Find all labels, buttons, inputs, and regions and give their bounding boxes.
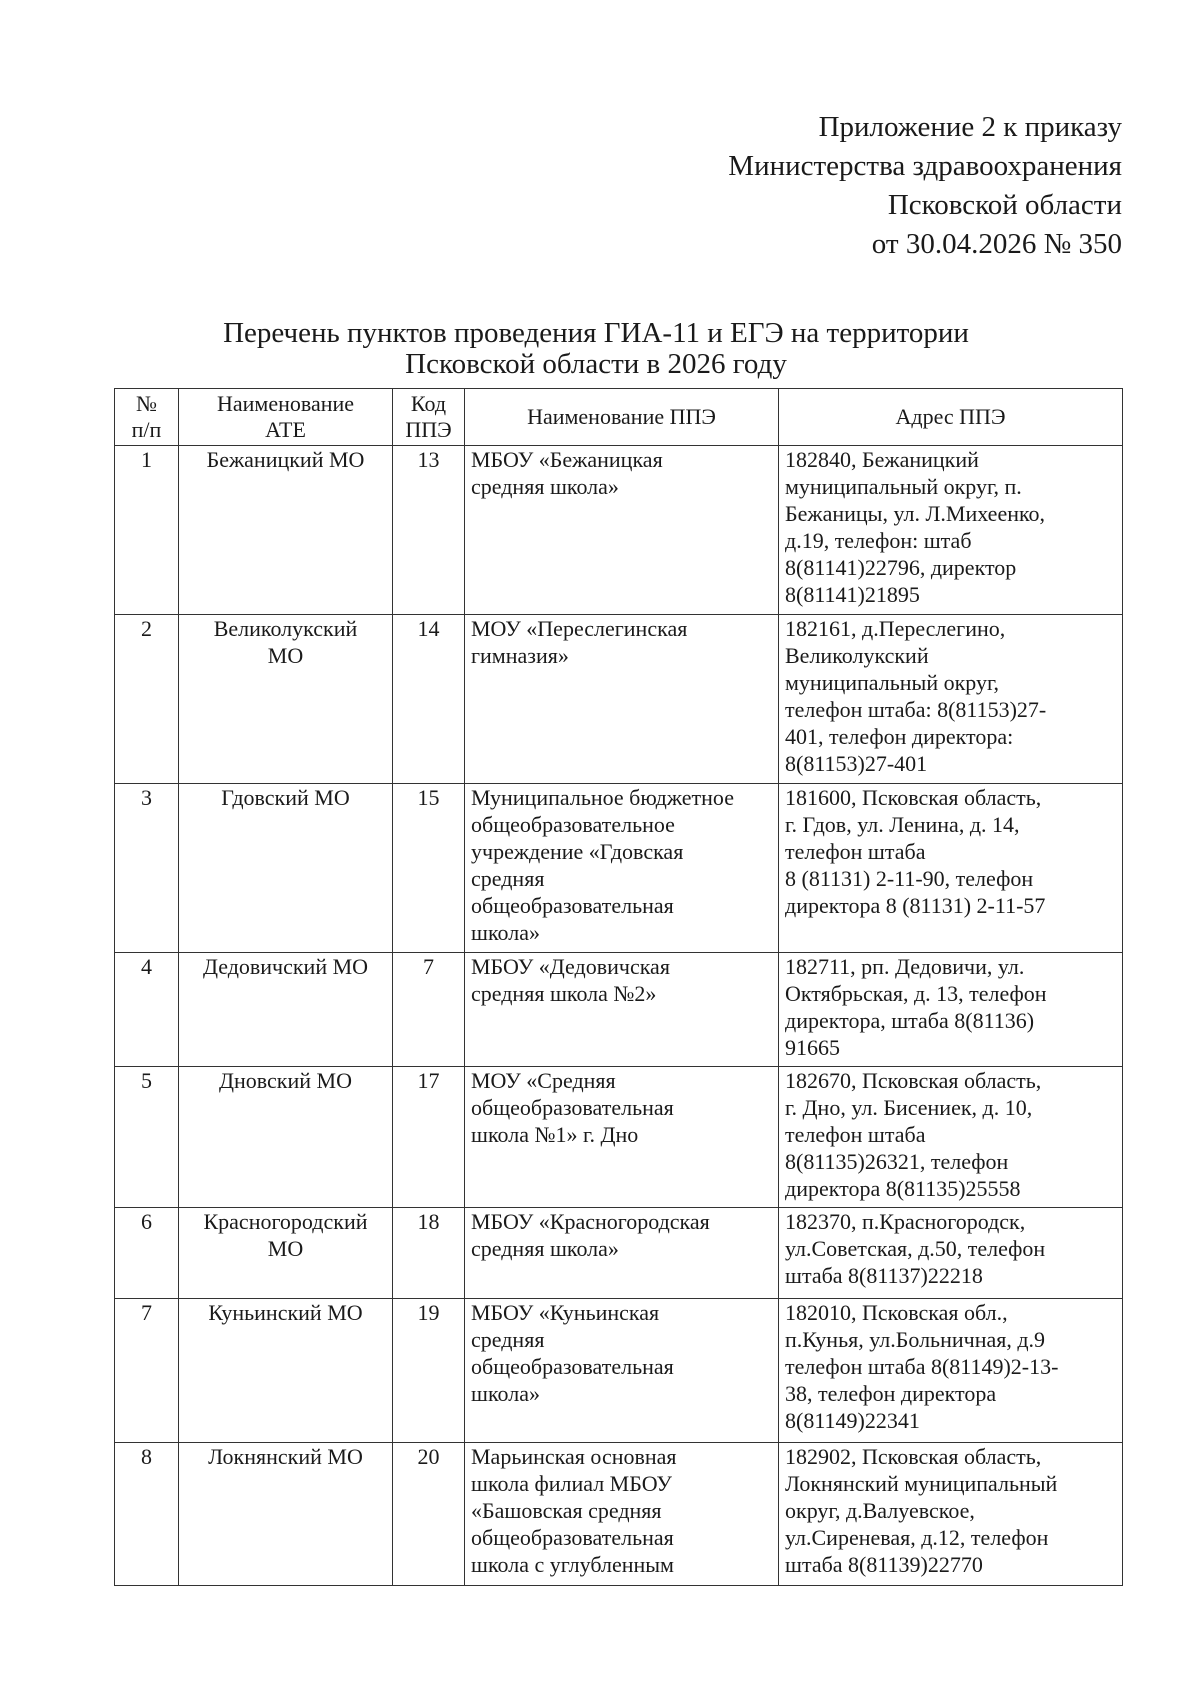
cell-num: 1 <box>115 446 179 615</box>
table-row <box>115 615 1123 784</box>
title-line-2: Псковской области в 2026 году <box>405 348 787 380</box>
cell-num: 7 <box>115 1299 179 1443</box>
cell-num: 8 <box>115 1443 179 1586</box>
cell-code: 15 <box>393 784 465 953</box>
cell-num: 4 <box>115 953 179 1067</box>
cell-num: 3 <box>115 784 179 953</box>
table-header-row <box>115 389 1123 446</box>
title-line-1: Перечень пунктов проведения ГИА-11 и ЕГЭ на территории <box>223 317 969 349</box>
table-row <box>115 1067 1123 1208</box>
cell-code: 13 <box>393 446 465 615</box>
appendix-line: Псковской области <box>887 189 1122 221</box>
cell-ate: Красногородский МО <box>179 1208 393 1299</box>
table-row <box>115 1299 1123 1443</box>
cell-code: 18 <box>393 1208 465 1299</box>
appendix-line: от 30.04.2026 № 350 <box>871 228 1122 260</box>
appendix-block <box>728 108 1122 264</box>
cell-address: 182161, д.Переслегино, Великолукский муниципальный округ, телефон штаба: 8(81153)27- 401, телефон директора: 8(81153)27-401 <box>779 615 1123 784</box>
cell-name: Муниципальное бюджетное общеобразовательное учреждение «Гдовская средняя общеобразовательная школа» <box>465 784 779 953</box>
ppe-table <box>114 388 1123 1586</box>
cell-name: МБОУ «Бежаницкая средняя школа» <box>465 446 779 615</box>
table-row <box>115 1208 1123 1299</box>
table-row <box>115 784 1123 953</box>
table-row <box>115 953 1123 1067</box>
cell-code: 7 <box>393 953 465 1067</box>
cell-name: МБОУ «Куньинская средняя общеобразовательная школа» <box>465 1299 779 1443</box>
cell-ate: Куньинский МО <box>179 1299 393 1443</box>
cell-address: 182902, Псковская область, Локнянский муниципальный округ, д.Валуевское, ул.Сиреневая, д.12, телефон штаба 8(81139)22770 <box>779 1443 1123 1586</box>
cell-num: 6 <box>115 1208 179 1299</box>
cell-name: МБОУ «Красногородская средняя школа» <box>465 1208 779 1299</box>
cell-num: 5 <box>115 1067 179 1208</box>
cell-address: 182370, п.Красногородск, ул.Советская, д.50, телефон штаба 8(81137)22218 <box>779 1208 1123 1299</box>
cell-name: МОУ «Средняя общеобразовательная школа №1» г. Дно <box>465 1067 779 1208</box>
cell-num: 2 <box>115 615 179 784</box>
cell-ate: Дновский МО <box>179 1067 393 1208</box>
cell-address: 181600, Псковская область, г. Гдов, ул. Ленина, д. 14, телефон штаба 8 (81131) 2-11-90, телефон директора 8 (81131) 2-11-57 <box>779 784 1123 953</box>
cell-ate: Гдовский МО <box>179 784 393 953</box>
table-row <box>115 1443 1123 1586</box>
header-address: Адрес ППЭ <box>779 389 1123 446</box>
cell-address: 182010, Псковская обл., п.Кунья, ул.Больничная, д.9 телефон штаба 8(81149)2-13- 38, телефон директора 8(81149)22341 <box>779 1299 1123 1443</box>
appendix-line: Министерства здравоохранения <box>728 150 1122 182</box>
header-code: Код ППЭ <box>393 389 465 446</box>
header-num: № п/п <box>115 389 179 446</box>
cell-name: МОУ «Переслегинская гимназия» <box>465 615 779 784</box>
cell-name: Марьинская основная школа филиал МБОУ «Башовская средняя общеобразовательная школа с углубленным <box>465 1443 779 1586</box>
cell-code: 17 <box>393 1067 465 1208</box>
cell-address: 182840, Бежаницкий муниципальный округ, п. Бежаницы, ул. Л.Михеенко, д.19, телефон: штаб 8(81141)22796, директор 8(81141)21895 <box>779 446 1123 615</box>
header-ate: Наименование АТЕ <box>179 389 393 446</box>
table-row <box>115 446 1123 615</box>
cell-name: МБОУ «Дедовичская средняя школа №2» <box>465 953 779 1067</box>
cell-code: 14 <box>393 615 465 784</box>
cell-ate: Бежаницкий МО <box>179 446 393 615</box>
cell-code: 19 <box>393 1299 465 1443</box>
cell-ate: Локнянский МО <box>179 1443 393 1586</box>
cell-code: 20 <box>393 1443 465 1586</box>
cell-address: 182711, рп. Дедовичи, ул. Октябрьская, д. 13, телефон директора, штаба 8(81136) 91665 <box>779 953 1123 1067</box>
cell-address: 182670, Псковская область, г. Дно, ул. Бисениек, д. 10, телефон штаба 8(81135)26321, телефон директора 8(81135)25558 <box>779 1067 1123 1208</box>
document-title <box>0 318 1200 380</box>
header-name: Наименование ППЭ <box>465 389 779 446</box>
appendix-line: Приложение 2 к приказу <box>818 111 1122 143</box>
cell-ate: Великолукский МО <box>179 615 393 784</box>
cell-ate: Дедовичский МО <box>179 953 393 1067</box>
